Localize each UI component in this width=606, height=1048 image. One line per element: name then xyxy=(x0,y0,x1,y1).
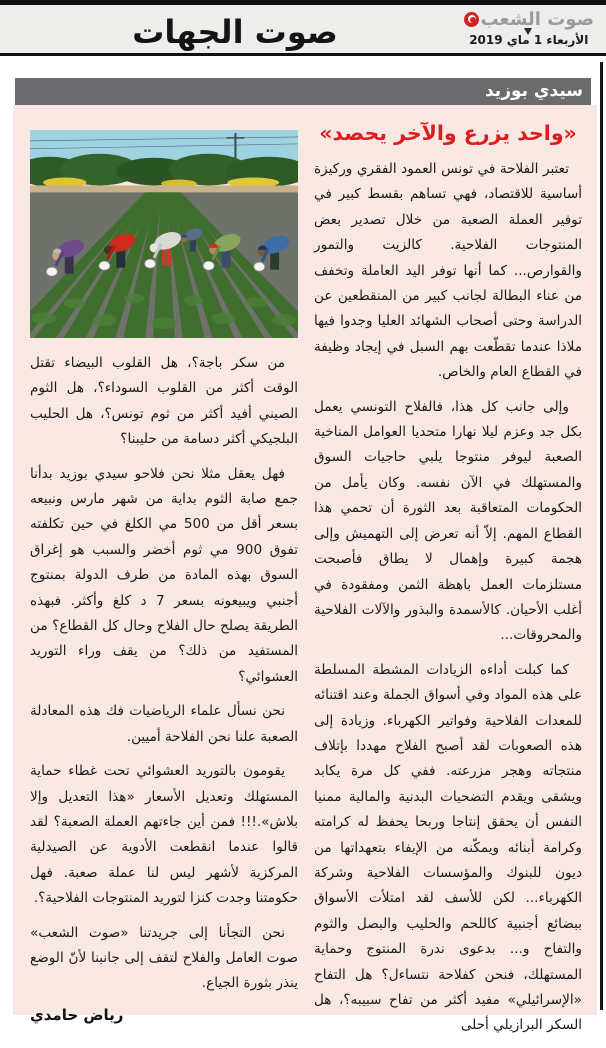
article-paragraph: من سكر باجة؟، هل القلوب البيضاء تقتل الوقت أكثر من القلوب السوداء؟، هل الثوم الصيني أفيد أكثر من ثوم تونس؟، هل الحليب البلجيكي أكثر دسامة من حليبنا؟ xyxy=(30,355,298,448)
logo-speech-tail-icon xyxy=(524,28,532,35)
crescent-star-icon xyxy=(464,12,479,27)
article-paragraph: يقومون بالتوريد العشوائي تحت غطاء حماية المستهلك وتعديل الأسعار «هذا التعديل وإلا بلاش».!!! فمن أين جاءتهم العملة الصعبة؟ لقد قالوا عندما انقطعت الأدوية عن الصيدلية المركزية لأشهر ليس لنا عملة صعبة. فهل حكومتنا وجدت كنزا لتوريد المنتوجات الفلاحية؟. xyxy=(30,763,298,907)
article-paragraph: كما كبلت أداءه الزيادات المشطة المسلطة على هذه المواد وفي أسواق الجملة وعند اقتنائه للمعدات الفلاحية وفواتير الكهرباء. وزيادة إلى هذه الصعوبات لقد أصبح الفلاح مهددا بإتلاف منتجاته وهجر مزرعته. ففي كل مرة يكابد ويشقى ويقدم التضحيات البدنية والمالية ممنيا النفس أن يحقق إنتاجا وربحا يحفظ له كرامته وكرامة أبنائه ويمكّنه من الإيفاء بتعهداتها من ديون للبنوك والمؤسسات الفلاحية وشركة الكهرباء... لكن للأسف لقد امتلأت الأسواق ببضائع أجنبية كاللحم والحليب والبصل والثوم والتفاح و... بدعوى ندرة المنتوج وحماية المستهلك، فنحن كفلاحة نتساءل؟ هل التفاح «الإسرائيلي» مفيد أكثر من تفاح سبيبه؟، هل السكر البرازيلي أحلى xyxy=(314,661,582,1034)
article-paragraph: نحن التجأنا إلى جريدتنا «صوت الشعب» صوت العامل والفلاح لتقف إلى جانبنا لأنّ الوضع ينذر بثورة الجياع. xyxy=(30,924,298,992)
article-paragraph: وإلى جانب كل هذا، فالفلاح التونسي يعمل بكل جد وعزم ليلا نهارا متحديا العوامل المناخية الصعبة ليوفر منتوجا يلبي حاجيات السوق والمستهلك في الآن نفسه. وكان يأمل من الحكومات المتعاقبة بعد الثورة أن تحمي هذا القطاع المهم. إلاّ أنه تعرض إلى التهميش وإلى هجمة كبيرة وإهمال لا يطاق فأصبحت مستلزمات العمل باهظة الثمن ومفقودة في أغلب الأحيان. كالأسمدة والبذور والآلات الفلاحية والمحروقات... xyxy=(314,398,582,644)
newspaper-logo xyxy=(464,9,595,47)
article-photo xyxy=(30,130,298,338)
farm-workers-photo xyxy=(30,130,298,338)
author-byline: رياض حامدي xyxy=(30,1005,124,1024)
article-paragraph: فهل يعقل مثلا نحن فلاحو سيدي بوزيد بدأنا جمع صابة الثوم بداية من شهر مارس ونبيعه بسعر أقل من 500 مي الكلغ في حين تكلفته تفوق 900 مي ثوم أخضر والسبب هو إغراق السوق بهذه المادة من طرف الدولة بمنتوج أجنبي ويبيعونه بسعر 7 د كلغ وأكثر. فبهذه الطريقة يصلح حال الفلاح وحال كل القطاع؟ من المستفيد من ذلك؟ من يقف وراء التوريد العشوائي؟ xyxy=(30,465,298,685)
article-column-right xyxy=(314,117,582,1048)
article-paragraph: تعتبر الفلاحة في تونس العمود الفقري وركيزة أساسية للاقتصاد، فهي تساهم بقسط كبير في توفير العملة الصعبة من خلال تصدير بعض المنتوجات الفلاحية. كالزيت والتمور والقوارص... كما أنها توفر اليد العاملة وتخفف من عناء البطالة لجانب كبير من المنقطعين عن الدراسة وحتى أصحاب الشهائد العليا وجدوا فيها ملاذا عندما تقطّعت بهم السبل في إيجاد وظيفة في القطاع العام والخاص. xyxy=(314,161,582,381)
article-column-left xyxy=(30,117,298,1048)
column-rule xyxy=(600,62,603,1010)
logo-wordmark: صوت الشعب xyxy=(480,9,594,30)
article-region xyxy=(13,105,597,1034)
article-paragraph: نحن نسأل علماء الرياضيات فك هذه المعادلة الصعبة علنا نحن الفلاحة أميين. xyxy=(30,703,298,745)
issue-date: الأربعاء 1 ماي 2019 xyxy=(469,33,589,47)
page-title: صوت الجهات xyxy=(132,13,338,51)
article-headline: «واحد يزرع والآخر يحصد» xyxy=(319,121,577,145)
section-header-sidi-bouzid: سيدي بوزيد xyxy=(15,78,591,105)
page-header xyxy=(0,5,606,56)
